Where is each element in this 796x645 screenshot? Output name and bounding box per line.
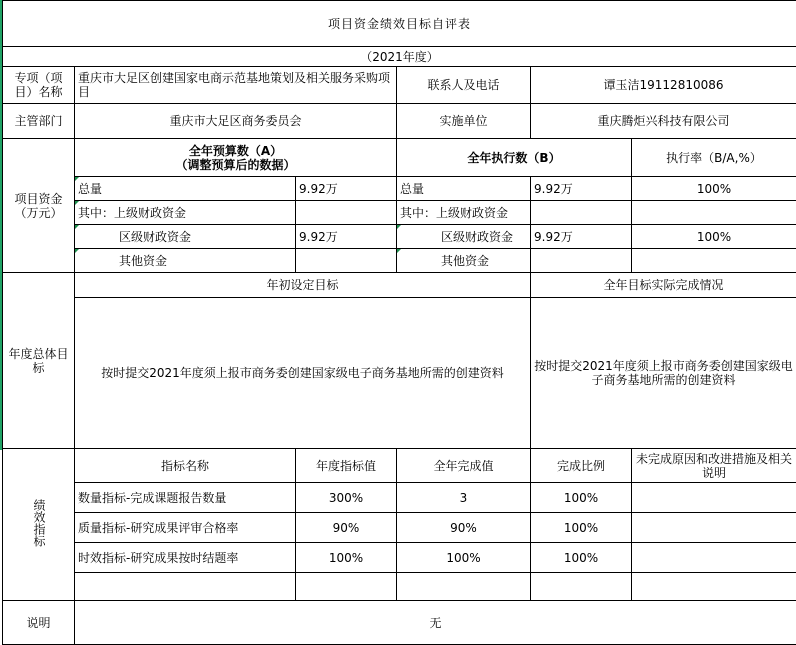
- fund-row-upper-name: 其中：上级财政资金: [75, 201, 296, 225]
- fund-row-district-exec: 9.92万: [531, 225, 632, 249]
- goals-set-header: 年初设定目标: [75, 273, 531, 298]
- fund-row-upper-exec-name: 其中：上级财政资金: [397, 201, 531, 225]
- fund-row-other-rate: [632, 249, 796, 273]
- form-year: （2021年度）: [3, 47, 796, 67]
- dept-label: 主管部门: [3, 104, 75, 139]
- ind-row-0-actual: 3: [397, 483, 531, 513]
- ind-row-0-name: 数量指标-完成课题报告数量: [75, 483, 296, 513]
- fund-row-total-budget: 9.92万: [296, 177, 397, 201]
- ind-row-1-actual: 90%: [397, 513, 531, 543]
- note-value: 无: [75, 601, 796, 645]
- ind-header-reason: 未完成原因和改进措施及相关说明: [632, 449, 796, 483]
- ind-row-0-target: 300%: [296, 483, 397, 513]
- dept-value: 重庆市大足区商务委员会: [75, 104, 397, 139]
- indicators-label: [3, 449, 75, 601]
- ind-header-ratio: 完成比例: [531, 449, 632, 483]
- ind-row-1-ratio: 100%: [531, 513, 632, 543]
- funds-label: 项目资金（万元）: [3, 139, 75, 273]
- fund-row-other-exec-name: 其他资金: [397, 249, 531, 273]
- contact-label: 联系人及电话: [397, 67, 531, 104]
- budget-header-main: 全年预算数（A）: [188, 143, 283, 158]
- fund-row-district-rate: 100%: [632, 225, 796, 249]
- ind-row-1-target: 90%: [296, 513, 397, 543]
- fund-row-district-name: 区级财政资金: [75, 225, 296, 249]
- fund-row-other-budget: [296, 249, 397, 273]
- fund-row-total-exec: 9.92万: [531, 177, 632, 201]
- fund-row-other-name: 其他资金: [75, 249, 296, 273]
- goals-label: 年度总体目标: [3, 273, 75, 449]
- rate-header: 执行率（B/A,%）: [632, 139, 796, 177]
- ind-header-target: 年度指标值: [296, 449, 397, 483]
- indicators-label-text: 绩效指标: [32, 499, 46, 547]
- fund-row-total-exec-name: 总量: [397, 177, 531, 201]
- budget-header-sub: （调整预算后的数据）: [175, 157, 296, 172]
- impl-unit-label: 实施单位: [397, 104, 531, 139]
- ind-row-3-name: [75, 573, 296, 601]
- note-label: 说明: [3, 601, 75, 645]
- fund-row-other-exec: [531, 249, 632, 273]
- ind-row-2-actual: 100%: [397, 543, 531, 573]
- project-name: 重庆市大足区创建国家电商示范基地策划及相关服务采购项目: [75, 67, 397, 104]
- ind-row-1-reason: [632, 513, 796, 543]
- fund-row-total-rate: 100%: [632, 177, 796, 201]
- form-title: 项目资金绩效目标自评表: [3, 1, 796, 47]
- fund-row-total-name: 总量: [75, 177, 296, 201]
- ind-row-1-name: 质量指标-研究成果评审合格率: [75, 513, 296, 543]
- ind-row-3-target: [296, 573, 397, 601]
- budget-header: [75, 139, 397, 177]
- fund-row-upper-exec: [531, 201, 632, 225]
- ind-row-2-target: 100%: [296, 543, 397, 573]
- fund-row-upper-budget: [296, 201, 397, 225]
- ind-row-2-reason: [632, 543, 796, 573]
- ind-row-3-ratio: [531, 573, 632, 601]
- goals-actual-header: 全年目标实际完成情况: [531, 273, 796, 298]
- ind-header-name: 指标名称: [75, 449, 296, 483]
- exec-header: 全年执行数（B）: [397, 139, 632, 177]
- project-name-label: 专项（项目）名称: [3, 67, 75, 104]
- fund-row-district-budget: 9.92万: [296, 225, 397, 249]
- ind-row-0-reason: [632, 483, 796, 513]
- fund-row-district-exec-name: 区级财政资金: [397, 225, 531, 249]
- contact-value: 谭玉洁19112810086: [531, 67, 796, 104]
- ind-row-3-reason: [632, 573, 796, 601]
- goals-set-text: 按时提交2021年度须上报市商务委创建国家级电子商务基地所需的创建资料: [75, 298, 531, 449]
- fund-row-upper-rate: [632, 201, 796, 225]
- ind-row-3-actual: [397, 573, 531, 601]
- ind-row-2-ratio: 100%: [531, 543, 632, 573]
- impl-unit-value: 重庆腾炬兴科技有限公司: [531, 104, 796, 139]
- evaluation-table: [2, 0, 796, 645]
- ind-row-0-ratio: 100%: [531, 483, 632, 513]
- goals-actual-text: 按时提交2021年度须上报市商务委创建国家级电子商务基地所需的创建资料: [531, 298, 796, 449]
- ind-row-2-name: 时效指标-研究成果按时结题率: [75, 543, 296, 573]
- ind-header-actual: 全年完成值: [397, 449, 531, 483]
